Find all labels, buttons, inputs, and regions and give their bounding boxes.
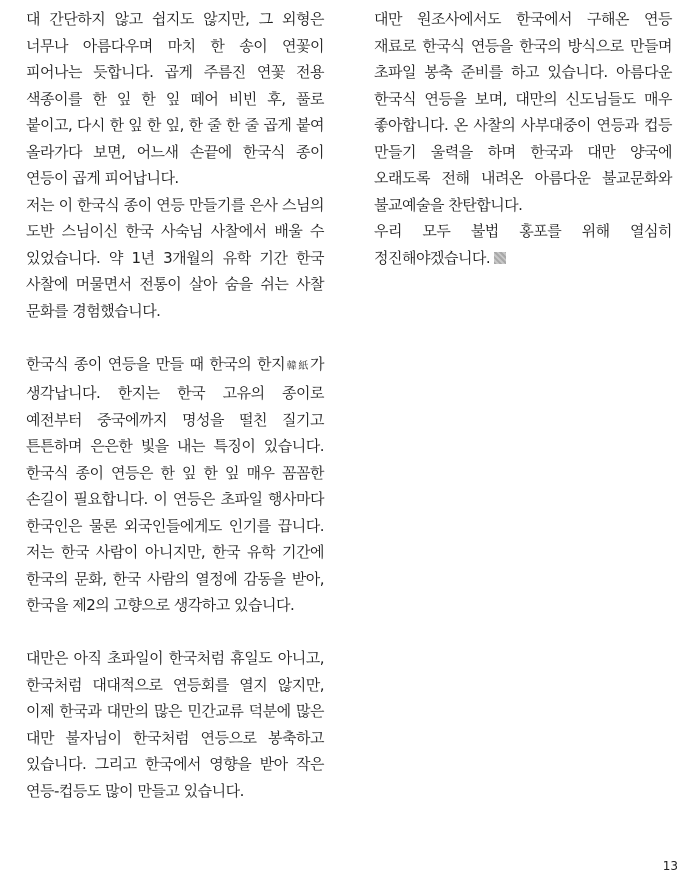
hanji-text-before: 한국식 종이 연등을 만들 때 한국의 한지 — [26, 354, 286, 373]
paragraph-closing — [374, 218, 672, 271]
paragraph-taiwan-buddhas-birthday: 대만은 아직 초파일이 한국처럼 휴일도 아니고, 한국처럼 대대적으로 연등회를 열지 않지만, 이제 한국과 대만의 많은 민간교류 덕분에 많은 대만 불자님이 한국처럼 연등으로 봉축하고 있습니다. 그리고 한국에서 영향을 받아 작은 연등-컵등도 많이 만들고 있습니다. — [26, 649, 324, 800]
paragraph-lotus-lantern-description: 대 간단하지 않고 쉽지도 않지만, 그 외형은 너무나 아름다우며 마치 한 송이 연꽃이 피어나는 듯합니다. 곱게 주름진 연꽃 전용 색종이를 한 잎 한 잎 떼어 비빈 후, 풀로 붙이고, 다시 한 잎 한 잎, 한 줄 한 줄 곱게 붙여 올라가다 보면, 어느새 손끝에 한국식 종이 연등이 곱게 피어납니다. — [26, 10, 324, 187]
paragraph-learning-at-temple: 저는 이 한국식 종이 연등 만들기를 은사 스님의 도반 스님이신 한국 사숙님 사찰에서 배울 수 있었습니다. 약 1년 3개월의 유학 기간 한국 사찰에 머물면서 전통이 살아 숨을 쉬는 사찰 문화를 경험했습니다. — [26, 195, 324, 320]
paragraph-spacer — [26, 619, 324, 646]
paragraph-wonjosa-temple: 대만 원조사에서도 한국에서 구해온 연등 재료로 한국식 연등을 한국의 방식으로 만들며 초파일 봉축 준비를 하고 있습니다. 아름다운 한국식 연등을 보며, 대만의 신도님들도 매우 좋아합니다. 온 사찰의 사부대중이 연등과 컵등 만들기 울력을 하며 한국과 대만 양국에 오래도록 전해 내려온 아름다운 불교문화와 불교예술을 찬탄합니다. — [374, 10, 672, 214]
paragraph-spacer — [26, 324, 324, 351]
hanji-hanja: 韓紙 — [285, 360, 311, 372]
left-column — [26, 6, 324, 804]
closing-text: 우리 모두 불법 홍포를 위해 열심히 정진해야겠습니다. — [374, 222, 672, 267]
right-column — [374, 6, 672, 271]
paragraph-hanji — [26, 351, 324, 619]
hanji-text-after: 가 생각납니다. 한지는 한국 고유의 종이로 예전부터 중국에까지 명성을 떨친 질기고 튼튼하며 은은한 빛을 내는 특징이 있습니다. 한국식 종이 연등은 한 잎 한 잎 매우 꼼꼼한 손길이 필요합니다. 이 연등은 초파일 행사마다 한국인은 물론 외국인들에게도 인기를 끕니다. 저는 한국 사람이 아니지만, 한국 유학 기간에 한국의 문화, 한국 사람의 열정에 감동을 받아, 한국을 제2의 고향으로 생각하고 있습니다. — [26, 354, 325, 614]
end-of-article-mark-icon — [494, 252, 506, 264]
page-number: 13 — [662, 859, 678, 873]
